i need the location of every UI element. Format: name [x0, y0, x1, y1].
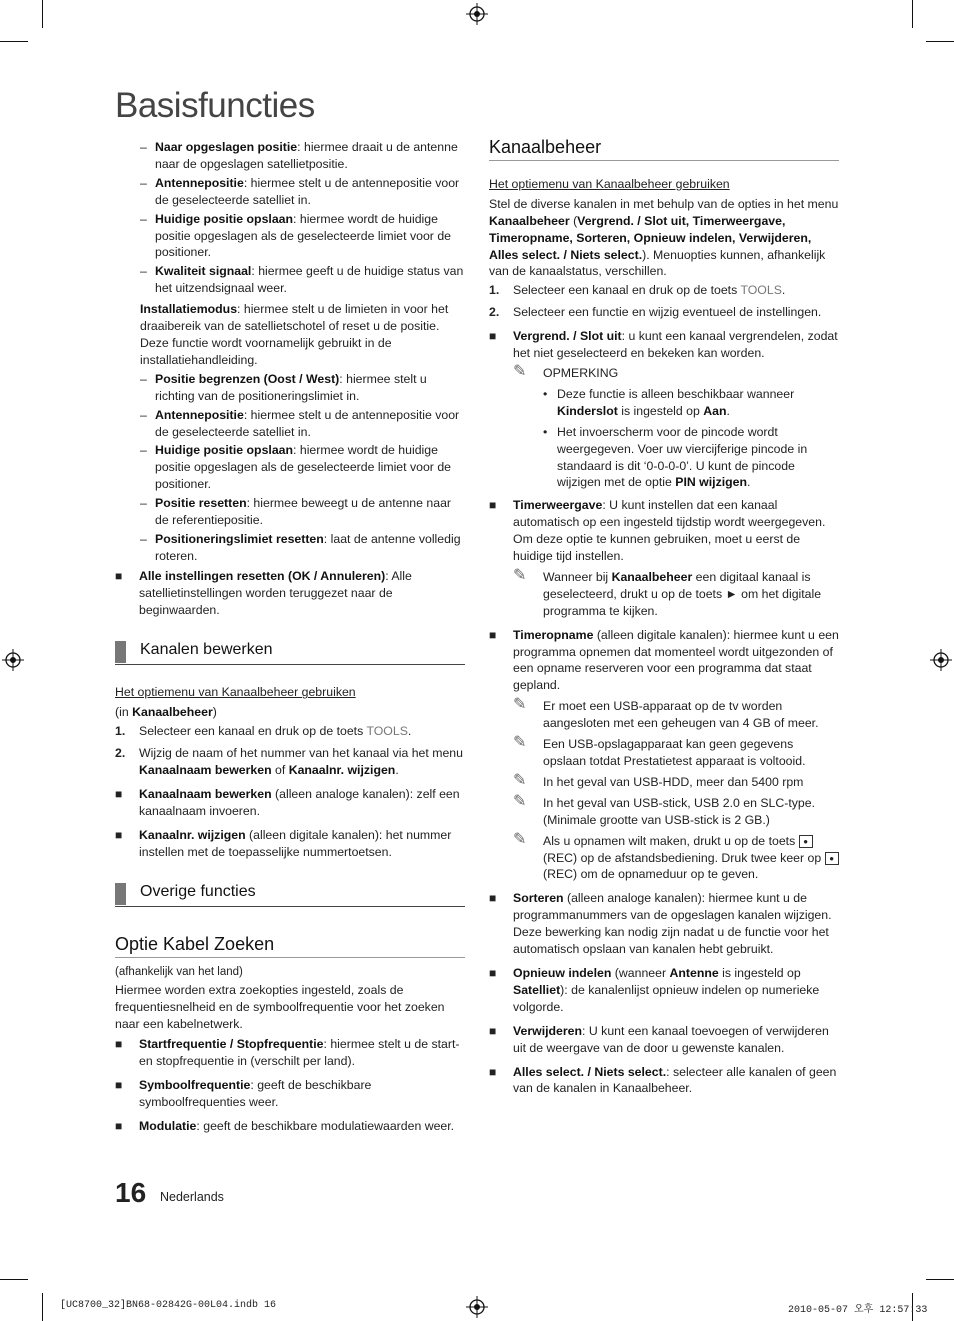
square-bullet-icon: ■ [489, 329, 497, 344]
square-bullet-icon: ■ [115, 568, 123, 583]
note-pencil-icon: ✎ [513, 771, 527, 789]
crop-mark [926, 1279, 954, 1280]
note: ✎ Als u opnamen wilt maken, drukt u op de toets ● (REC) op de afstandsbediening. Druk twee keer op ● (REC) om de opnameduur op te geven. [513, 833, 839, 884]
list-item: – Kwaliteit signaal: hiermee geeft u de huidige status van het uitzendsignaal weer. [140, 263, 465, 297]
section-title: Kanaalbeheer [489, 139, 839, 161]
heading-bar [115, 883, 126, 905]
paragraph: (afhankelijk van het land) [115, 965, 243, 978]
note: ✎ Er moet een USB-apparaat op de tv worden aangesloten met een geheugen van 4 GB of meer. [513, 696, 819, 731]
step: 2. Selecteer een functie en wijzig eventueel de instellingen. [489, 305, 822, 320]
list-item: ■ Startfrequentie / Stopfrequentie: hiermee stelt u de start- en stopfrequentie in (verschilt per land). [115, 1037, 460, 1069]
subsection-title: Het optiemenu van Kanaalbeheer gebruiken [489, 176, 730, 191]
list-item: ■ Timerweergave: U kunt instellen dat een kanaal automatisch op een ingesteld tijdstip wordt weergegeven. Om deze optie te kunnen gebruiken, moet u eerst de huidige tijd instellen. [489, 498, 826, 564]
step: 1. Selecteer een kanaal en druk op de toets TOOLS. [489, 283, 786, 298]
list-item: ■ Verwijderen: U kunt een kanaal toevoegen of verwijderen uit de weergave van de door u gewenste kanalen. [489, 1023, 829, 1055]
list-item: ■ Alle instellingen resetten (OK / Annuleren): Alle satellietinstellingen worden teruggezet naar de beginwaarden. [115, 568, 412, 617]
list-item: ■ Kanaalnaam bewerken (alleen analoge kanalen): zelf een kanaalnaam invoeren. [115, 787, 460, 818]
paragraph: (in Kanaalbeheer) [115, 705, 217, 720]
section-heading [115, 639, 465, 665]
list-item: ■ Timeropname (alleen digitale kanalen): hiermee kunt u een programma opnemen dat momenteel wordt uitgezonden of een opname reserveren voor een programma dat staat gepland. [489, 627, 839, 693]
footer-language: Nederlands [160, 1190, 224, 1204]
page-number: 16 [115, 1177, 147, 1208]
crop-mark [0, 41, 28, 42]
list-item: – Positie resetten: hiermee beweegt u de antenne naar de referentiepositie. [140, 495, 465, 529]
list-item: – Naar opgeslagen positie: hiermee draait u de antenne naar de opgeslagen satellietpositie. [140, 139, 465, 173]
note: ✎ OPMERKING [513, 362, 619, 380]
note-bullets [543, 386, 839, 491]
list-item: ■ Sorteren (alleen analoge kanalen): hiermee kunt u de programmanummers van de opgeslagen kanalen wijzigen. Deze bewerking kan nodig zijn nadat u de functie voor het automatisch opslaan van kanalen hebt gebruikt. [489, 891, 832, 957]
note: ✎ In het geval van USB-stick, USB 2.0 en SLC-type. (Minimale grootte van USB-stick is 2 GB.) [513, 792, 816, 827]
list-item: – Antennepositie: hiermee stelt u de antennepositie voor de geselecteerde satelliet in. [140, 407, 465, 441]
paragraph: Hiermee worden extra zoekopties ingesteld, zoals de frequentiesnelheid en de symboolfrequentie voor het zoeken naar een kabelnetwerk. [115, 983, 445, 1032]
list-item: ■ Modulatie: geeft de beschikbare modulatiewaarden weer. [115, 1118, 455, 1133]
rec-button-icon: ● [825, 852, 839, 865]
install-mode-text: Installatiemodus: hiermee stelt u de limieten in voor het draaibereik van de satellietschotel of reset u de positie. Deze functie wordt voornamelijk gebruikt in de installatiehandleiding. [140, 302, 449, 367]
list-item: ■ Symboolfrequentie: geeft de beschikbare symboolfrequenties weer. [115, 1077, 372, 1109]
step: 1. Selecteer een kanaal en druk op de toets TOOLS. [115, 724, 412, 739]
list-item: – Positie begrenzen (Oost / West): hiermee stelt u richting van de positioneringslimiet in. [140, 371, 465, 405]
list-item: • Deze functie is alleen beschikbaar wanneer Kinderslot is ingesteld op Aan. [543, 386, 795, 418]
square-bullet-icon: ■ [489, 498, 497, 513]
list-item: ■ Vergrend. / Slot uit: u kunt een kanaal vergrendelen, zodat het niet geselecteerd en bekeken kan worden. [489, 329, 838, 361]
square-bullet-icon: ■ [489, 1023, 497, 1038]
list-item: – Positioneringslimiet resetten: laat de antenne volledig roteren. [140, 531, 465, 565]
registration-mark-icon [930, 649, 952, 671]
registration-mark-icon [2, 649, 24, 671]
page-title: Basisfuncties [115, 86, 315, 125]
list-item: ■ Kanaalnr. wijzigen (alleen digitale kanalen): het nummer instellen met de toepasselijke nummertoetsen. [115, 827, 452, 859]
section-title: Optie Kabel Zoeken [115, 936, 465, 958]
footer-file: [UC8700_32]BN68-02842G-00L04.indb 16 [60, 1300, 277, 1311]
square-bullet-icon: ■ [115, 787, 123, 801]
footer-date: 2010-05-07 오후 12:57:33 [788, 1305, 928, 1316]
note-pencil-icon: ✎ [513, 696, 527, 714]
section-title: Kanalen bewerken [140, 641, 273, 659]
left-column [115, 139, 465, 1135]
square-bullet-icon: ■ [115, 1118, 123, 1133]
note-pencil-icon: ✎ [513, 566, 527, 584]
square-bullet-icon: ■ [115, 1037, 123, 1052]
registration-mark-icon [466, 3, 488, 25]
square-bullet-icon: ■ [489, 627, 497, 642]
note: ✎ Een USB-opslagapparaat kan geen gegevens opslaan totdat Prestatietest apparaat is voltooid. [513, 734, 806, 768]
square-bullet-icon: ■ [115, 1077, 123, 1092]
step: 2. Wijzig de naam of het nummer van het kanaal via het menu Kanaalnaam bewerken of Kanaalnr. wijzigen. [115, 746, 463, 778]
crop-mark [42, 0, 43, 28]
sub-list [140, 139, 465, 565]
note: ✎ In het geval van USB-HDD, meer dan 5400 rpm [513, 771, 804, 789]
square-bullet-icon: ■ [115, 827, 123, 842]
note-pencil-icon: ✎ [513, 734, 527, 752]
crop-mark [0, 1279, 28, 1280]
paragraph: Stel de diverse kanalen in met behulp van de opties in het menu Kanaalbeheer (Vergrend. / Slot uit, Timerweergave, Timeropname, Sorteren, Opnieuw indelen, Verwijderen, Alles select. / Niets select.). Menuopties kunnen, afhankelijk van de kanaalstatus, verschillen. [489, 196, 839, 279]
list-item: ■ Alles select. / Niets select.: selecteer alle kanalen of geen van de kanalen in Kanaalbeheer. [489, 1064, 837, 1096]
section-heading [115, 881, 465, 907]
note-pencil-icon: ✎ [513, 362, 527, 380]
note-pencil-icon: ✎ [513, 830, 527, 848]
square-bullet-icon: ■ [489, 965, 497, 980]
note-block [513, 698, 839, 883]
crop-mark [42, 1293, 43, 1321]
section-title: Overige functies [140, 882, 256, 900]
square-bullet-icon: ■ [489, 891, 497, 906]
list-item: • Het invoerscherm voor de pincode wordt weergegeven. Voer uw viercijferige pincode in standaard is dit ‘0-0-0-0’. U kunt de pincode wijzigen met de optie PIN wijzigen. [543, 424, 808, 490]
registration-mark-icon [466, 1296, 488, 1318]
list-item: – Huidige positie opslaan: hiermee wordt de huidige positie opgeslagen als de geselecteerde limiet voor de positioner. [140, 442, 465, 493]
note-pencil-icon: ✎ [513, 792, 527, 810]
list-item: – Antennepositie: hiermee stelt u de antennepositie voor de geselecteerde satelliet in. [140, 175, 465, 209]
list-item: ■ Opnieuw indelen (wanneer Antenne is ingesteld op Satelliet): de kanalenlijst opnieuw indelen op numerieke volgorde. [489, 965, 820, 1014]
crop-mark [926, 41, 954, 42]
note: ✎ Wanneer bij Kanaalbeheer een digitaal kanaal is geselecteerd, drukt u op de toets ► om het digitale programma te kijken. [513, 566, 822, 618]
crop-mark [912, 0, 913, 28]
note-block [513, 566, 839, 620]
list-item: – Huidige positie opslaan: hiermee wordt de huidige positie opgeslagen als de geselecteerde limiet voor de positioner. [140, 211, 465, 262]
heading-bar [115, 641, 126, 663]
note-block [513, 362, 839, 491]
square-bullet-icon: ■ [489, 1064, 497, 1079]
rec-button-icon: ● [799, 835, 813, 848]
right-column [489, 139, 839, 1097]
subsection-title: Het optiemenu van Kanaalbeheer gebruiken [115, 685, 356, 700]
